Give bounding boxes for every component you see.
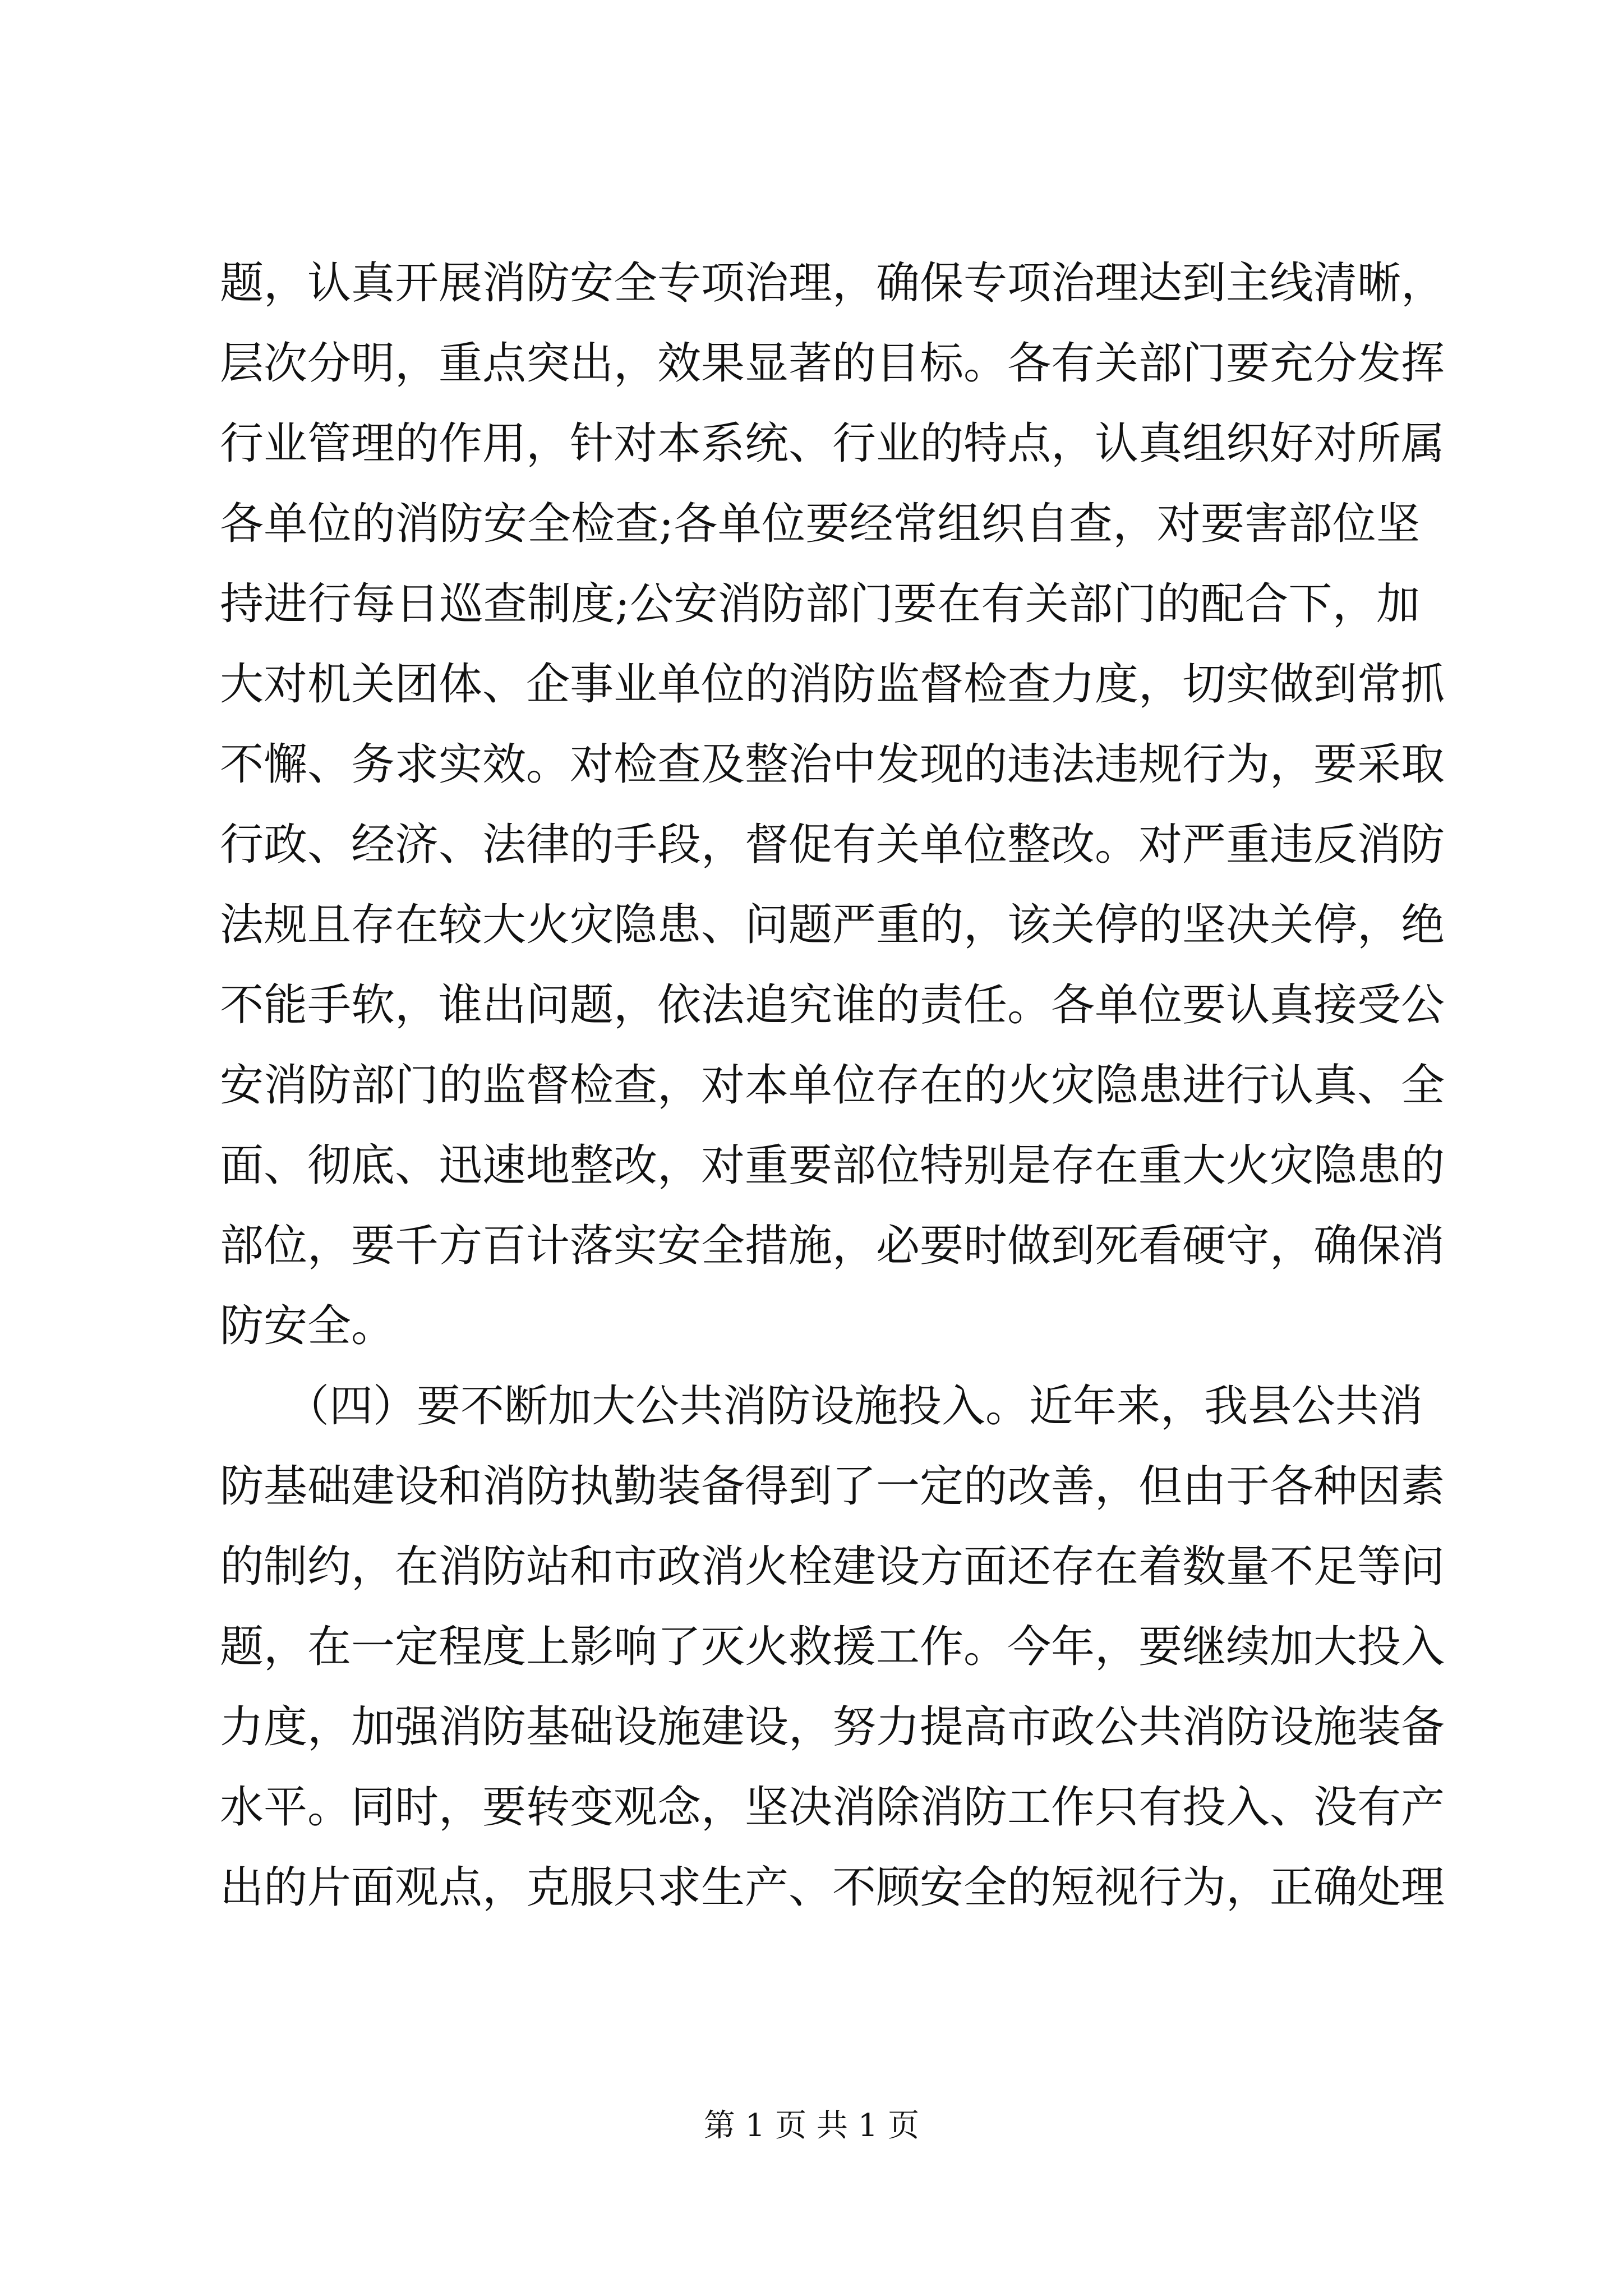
- text-line: 大对机关团体、企事业单位的消防监督检查力度，切实做到常抓: [220, 659, 1445, 710]
- text-line: 不懈、务求实效。对检查及整治中发现的违法违规行为，要采取: [220, 739, 1445, 790]
- text-line: 题，在一定程度上影响了灭火救援工作。今年，要继续加大投入: [220, 1622, 1445, 1672]
- text-line: 题，认真开展消防安全专项治理，确保专项治理达到主线清晰，: [220, 258, 1445, 309]
- text-line: 力度，加强消防基础设施建设，努力提高市政公共消防设施装备: [220, 1702, 1445, 1752]
- text-line: 水平。同时，要转变观念，坚决消除消防工作只有投入、没有产: [220, 1782, 1445, 1833]
- page-footer: 第 1 页 共 1 页: [703, 2108, 920, 2144]
- text-line: 的制约，在消防站和市政消火栓建设方面还存在着数量不足等问: [220, 1542, 1445, 1592]
- text-line: （四）要不断加大公共消防设施投入。近年来，我县公共消: [220, 1381, 1423, 1432]
- text-line: 防安全。: [220, 1301, 395, 1351]
- text-line: 行政、经济、法律的手段，督促有关单位整改。对严重违反消防: [220, 820, 1445, 870]
- text-line: 出的片面观点，克服只求生产、不顾安全的短视行为，正确处理: [220, 1862, 1445, 1913]
- text-line: 各单位的消防安全检查;各单位要经常组织自查，对要害部位坚: [220, 499, 1420, 549]
- text-line: 安消防部门的监督检查，对本单位存在的火灾隐患进行认真、全: [220, 1060, 1445, 1111]
- body-text: [220, 243, 1445, 1928]
- text-line: 防基础建设和消防执勤装备得到了一定的改善，但由于各种因素: [220, 1461, 1445, 1512]
- text-line: 持进行每日巡查制度;公安消防部门要在有关部门的配合下，加: [220, 579, 1420, 629]
- text-line: 行业管理的作用，针对本系统、行业的特点，认真组织好对所属: [220, 418, 1445, 469]
- text-line: 面、彻底、迅速地整改，对重要部位特别是存在重大火灾隐患的: [220, 1140, 1445, 1191]
- text-line: 部位，要千方百计落实安全措施，必要时做到死看硬守，确保消: [220, 1221, 1445, 1271]
- text-line: 不能手软，谁出问题，依法追究谁的责任。各单位要认真接受公: [220, 980, 1445, 1030]
- text-line: 法规且存在较大火灾隐患、问题严重的，该关停的坚决关停，绝: [220, 900, 1445, 950]
- text-line: 层次分明，重点突出，效果显著的目标。各有关部门要充分发挥: [220, 338, 1445, 389]
